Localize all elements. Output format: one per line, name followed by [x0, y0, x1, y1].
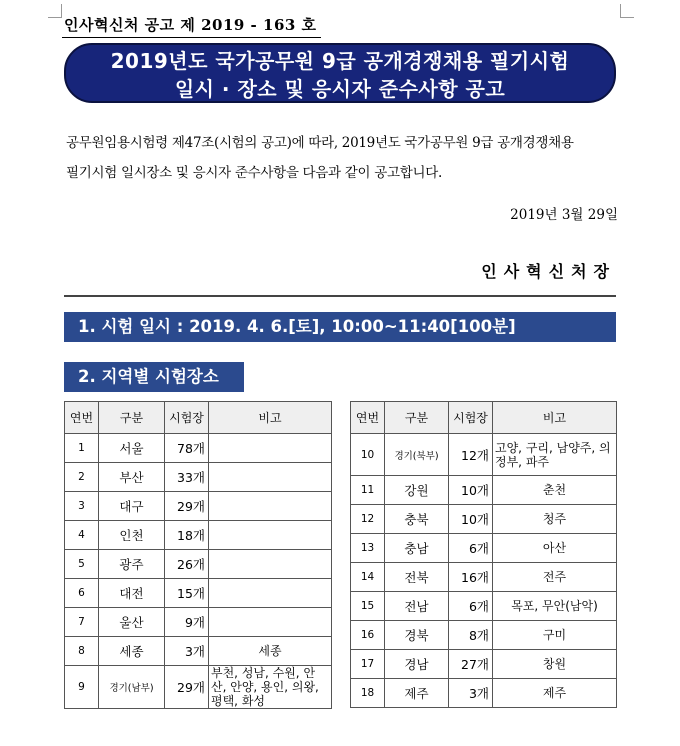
table-row — [65, 463, 332, 492]
row-number: 18 — [351, 679, 385, 708]
row-region: 강원 — [385, 476, 449, 505]
row-number: 8 — [65, 637, 99, 666]
table-header-row — [65, 402, 332, 434]
section-exam-locations: 2. 지역별 시험장소 — [64, 362, 244, 392]
row-note: 청주 — [493, 505, 617, 534]
row-number: 13 — [351, 534, 385, 563]
row-site-count: 29개 — [165, 666, 209, 709]
row-region: 부산 — [99, 463, 165, 492]
row-note: 부천, 성남, 수원, 안산, 안양, 용인, 의왕, 평택, 화성 — [209, 666, 332, 709]
row-site-count: 9개 — [165, 608, 209, 637]
locations-table-right — [350, 401, 617, 708]
row-number: 7 — [65, 608, 99, 637]
table-row — [351, 679, 617, 708]
table-row — [351, 534, 617, 563]
row-region: 서울 — [99, 434, 165, 463]
table-row — [351, 505, 617, 534]
row-number: 9 — [65, 666, 99, 709]
row-region: 제주 — [385, 679, 449, 708]
row-region: 경기(북부) — [385, 434, 449, 476]
row-number: 15 — [351, 592, 385, 621]
row-site-count: 33개 — [165, 463, 209, 492]
row-region: 전북 — [385, 563, 449, 592]
row-note — [209, 550, 332, 579]
row-note: 창원 — [493, 650, 617, 679]
row-region: 전남 — [385, 592, 449, 621]
row-number: 1 — [65, 434, 99, 463]
row-site-count: 10개 — [449, 476, 493, 505]
row-region: 충북 — [385, 505, 449, 534]
row-number: 17 — [351, 650, 385, 679]
page-corner-mark-left — [48, 4, 62, 18]
table-row — [351, 592, 617, 621]
row-number: 3 — [65, 492, 99, 521]
row-number: 16 — [351, 621, 385, 650]
row-site-count: 8개 — [449, 621, 493, 650]
locations-table-left — [64, 401, 332, 709]
intro-paragraph — [66, 128, 626, 188]
header-region: 구분 — [385, 402, 449, 434]
row-number: 4 — [65, 521, 99, 550]
header-no: 연번 — [351, 402, 385, 434]
row-region: 충남 — [385, 534, 449, 563]
row-site-count: 15개 — [165, 579, 209, 608]
table-row — [351, 476, 617, 505]
row-region: 대전 — [99, 579, 165, 608]
table-row — [351, 621, 617, 650]
header-note: 비고 — [209, 402, 332, 434]
row-region: 세종 — [99, 637, 165, 666]
row-site-count: 26개 — [165, 550, 209, 579]
row-note: 구미 — [493, 621, 617, 650]
intro-line-1: 공무원임용시험령 제47조(시험의 공고)에 따라, 2019년도 국가공무원 9급 공개경쟁채용 — [66, 135, 574, 151]
row-note: 고양, 구리, 남양주, 의정부, 파주 — [493, 434, 617, 476]
row-site-count: 6개 — [449, 592, 493, 621]
row-note — [209, 579, 332, 608]
table-row — [65, 521, 332, 550]
notice-number: 인사혁신처 공고 제 2019 - 163 호 — [64, 16, 317, 34]
signer-name: 인사혁신처장 — [481, 262, 616, 281]
table-row — [65, 637, 332, 666]
row-site-count: 12개 — [449, 434, 493, 476]
table-header-row — [351, 402, 617, 434]
row-site-count: 6개 — [449, 534, 493, 563]
page-corner-mark-right — [620, 4, 634, 18]
row-note: 아산 — [493, 534, 617, 563]
row-number: 6 — [65, 579, 99, 608]
row-site-count: 27개 — [449, 650, 493, 679]
row-site-count: 3개 — [449, 679, 493, 708]
title-line-2: 일시 · 장소 및 응시자 준수사항 공고 — [174, 77, 506, 101]
table-row — [65, 608, 332, 637]
row-note: 세종 — [209, 637, 332, 666]
row-note — [209, 492, 332, 521]
row-number: 11 — [351, 476, 385, 505]
header-no: 연번 — [65, 402, 99, 434]
table-row — [351, 434, 617, 476]
row-note — [209, 434, 332, 463]
row-number: 2 — [65, 463, 99, 492]
header-region: 구분 — [99, 402, 165, 434]
table-row — [65, 492, 332, 521]
table-row — [65, 666, 332, 709]
header-note: 비고 — [493, 402, 617, 434]
row-region: 인천 — [99, 521, 165, 550]
table-row — [351, 563, 617, 592]
row-site-count: 78개 — [165, 434, 209, 463]
row-note: 춘천 — [493, 476, 617, 505]
row-number: 5 — [65, 550, 99, 579]
row-site-count: 3개 — [165, 637, 209, 666]
header-count: 시험장 — [165, 402, 209, 434]
section-exam-datetime: 1. 시험 일시 : 2019. 4. 6.[토], 10:00~11:40[100분] — [64, 312, 616, 342]
row-note: 전주 — [493, 563, 617, 592]
row-site-count: 29개 — [165, 492, 209, 521]
row-note — [209, 521, 332, 550]
row-site-count: 16개 — [449, 563, 493, 592]
row-number: 12 — [351, 505, 385, 534]
row-note — [209, 608, 332, 637]
row-number: 10 — [351, 434, 385, 476]
row-region: 경기(남부) — [99, 666, 165, 709]
table-row — [65, 434, 332, 463]
row-region: 광주 — [99, 550, 165, 579]
table-row — [351, 650, 617, 679]
header-count: 시험장 — [449, 402, 493, 434]
table-row — [65, 550, 332, 579]
row-note: 제주 — [493, 679, 617, 708]
title-line-1: 2019년도 국가공무원 9급 공개경쟁채용 필기시험 — [110, 49, 570, 73]
row-note: 목포, 무안(남악) — [493, 592, 617, 621]
row-number: 14 — [351, 563, 385, 592]
row-site-count: 10개 — [449, 505, 493, 534]
table-row — [65, 579, 332, 608]
title-banner — [64, 43, 616, 103]
row-note — [209, 463, 332, 492]
row-region: 대구 — [99, 492, 165, 521]
row-region: 경남 — [385, 650, 449, 679]
row-site-count: 18개 — [165, 521, 209, 550]
notice-date: 2019년 3월 29일 — [510, 207, 618, 223]
divider-line — [64, 295, 616, 297]
row-region: 경북 — [385, 621, 449, 650]
intro-line-2: 필기시험 일시장소 및 응시자 준수사항을 다음과 같이 공고합니다. — [66, 165, 442, 181]
row-region: 울산 — [99, 608, 165, 637]
